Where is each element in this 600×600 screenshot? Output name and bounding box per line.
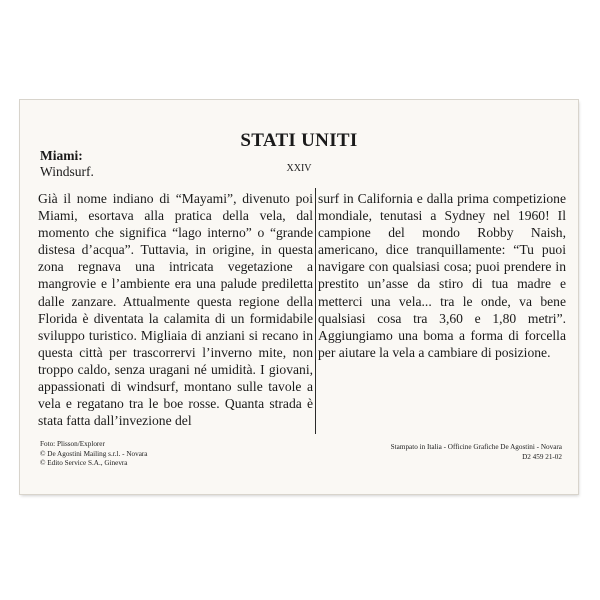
printer-credit: Stampato in Italia - Officine Grafiche De Agostini - Novara bbox=[390, 443, 562, 451]
paragraph-right: surf in California e dalla prima competizione mondiale, tenutasi a Sydney nel 1960! Il campione del mondo Robby Naish, americano, dice tranquillamente: “Tu puoi navigare con qualsiasi cosa; puoi prendere in prestito un’asse da stiro di tua madre e metterci una vela... tra le onde, va bene qualsiasi cosa tra 3,60 e 1,80 metri”. Aggiungiamo una boma a forma di forcella per aiutare la vela a cambiare di posizione. bbox=[318, 191, 566, 360]
text-column-right bbox=[318, 190, 566, 361]
place-name: Miami: bbox=[40, 148, 83, 163]
credits-right bbox=[391, 443, 562, 462]
text-column-left bbox=[38, 190, 313, 429]
copyright-line-1: © De Agostini Mailing s.r.l. - Novara bbox=[40, 449, 148, 458]
card-title: STATI UNITI bbox=[240, 130, 358, 151]
sport-name: Windsurf. bbox=[40, 164, 94, 179]
card-code: D2 459 21-02 bbox=[522, 452, 562, 461]
card-number: XXIV bbox=[286, 163, 312, 174]
photo-credit: Foto: Plisson/Explorer bbox=[40, 440, 105, 448]
credits-left bbox=[40, 440, 147, 469]
paragraph-left: Già il nome indiano di “Mayami”, divenuto poi Miami, esortava alla pratica della vela, dal momento che significa “lago interno” o “grande distesa d’acqua”. Tuttavia, in origine, in questa zona regnava una intricata vegetazione a mangrovie e l’ambiente era una palude prediletta dalle zanzare. Attualmente questa regione della Florida è diventata la calamita di un formidabile sviluppo turistico. Migliaia di anziani si recano in questa città per trascorrervi l’inverno mite, non troppo caldo, senza uragani né umidità. I giovani, appassionati di windsurf, montano sulle tavole a vela e regatano tra le boe rosse. Quanta strada è stata fatta dall’invezione del bbox=[38, 191, 313, 429]
column-divider bbox=[315, 188, 316, 434]
postcard-back bbox=[20, 100, 578, 494]
copyright-line-2: © Edito Service S.A., Ginevra bbox=[40, 459, 128, 468]
